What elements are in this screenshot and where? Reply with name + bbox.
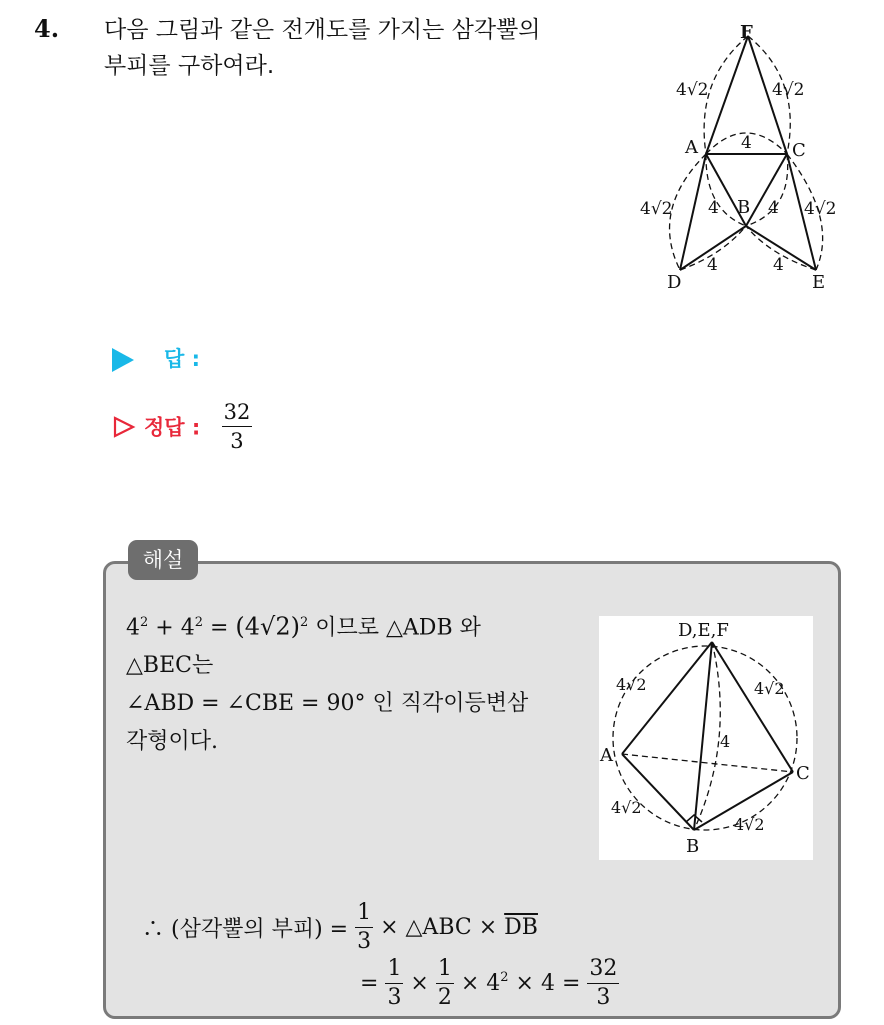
question-line-2: 부피를 구하여라.: [104, 53, 275, 79]
edge-top-c: [712, 642, 793, 772]
answer-label: 답 :: [164, 347, 200, 371]
label-c: C: [792, 140, 806, 161]
edge-label-top-a: 4√2: [616, 675, 647, 694]
edge-label-eb: 4: [773, 255, 784, 275]
answer-row: [112, 343, 200, 373]
sol-text: (4√2): [235, 612, 300, 641]
sol-text: 4: [126, 615, 140, 641]
solution-tag: 해설: [128, 540, 198, 580]
solution-line-2: △BEC는: [126, 653, 214, 679]
fraction-one-half: [436, 955, 454, 1012]
edge-label-af: 4√2: [676, 80, 709, 100]
outline-arrow-icon: [112, 415, 136, 439]
sol-sup: 2: [194, 615, 203, 630]
frac-num: 1: [385, 955, 403, 984]
frac-den: 2: [437, 985, 452, 1010]
correct-denominator: 3: [230, 429, 244, 453]
edge-ad: [680, 154, 706, 270]
label-c2: C: [796, 763, 810, 784]
label-f: F: [740, 22, 753, 43]
label-b2: B: [686, 836, 700, 857]
tetrahedron-figure: [599, 616, 813, 860]
formula-sup: 2: [500, 970, 509, 986]
label-b: B: [737, 197, 751, 218]
label-e: E: [812, 272, 826, 293]
sol-sup: 2: [299, 615, 309, 630]
frac-den: 3: [596, 985, 611, 1010]
sol-sup: 2: [140, 615, 149, 630]
edge-label-b-c: 4√2: [734, 815, 765, 834]
edge-label-db: 4: [707, 255, 718, 275]
sol-text: + 4: [148, 615, 195, 641]
edge-label-cf: 4√2: [772, 80, 805, 100]
edge-a-b: [622, 754, 694, 830]
question-line-1: 다음 그림과 같은 전개도를 가지는 삼각뿔의: [104, 17, 541, 43]
formula-text: × 4 =: [508, 971, 588, 996]
frac-den: 3: [357, 929, 372, 954]
formula-text: =: [360, 971, 386, 996]
sol-text: 이므로 △ADB 와: [308, 615, 481, 641]
dash-edge-ac: [622, 754, 793, 772]
formula-text: ×: [403, 971, 436, 996]
question-number: 4.: [34, 14, 60, 43]
correct-numerator: 32: [222, 398, 253, 427]
label-a: A: [685, 137, 698, 158]
edge-label-ab: 4: [708, 198, 719, 218]
frac-num: 1: [436, 955, 454, 984]
edge-label-ce: 4√2: [804, 199, 837, 219]
solution-line-3: ∠ABD = ∠CBE = 90° 인 직각이등변삼: [126, 691, 529, 717]
edge-label-top-b: 4: [720, 732, 731, 751]
net-figure: [636, 18, 858, 300]
volume-formula-line-2: [346, 930, 619, 1012]
edge-label-top-c: 4√2: [754, 679, 785, 698]
frac-num: 32: [587, 955, 619, 984]
edge-label-a-b: 4√2: [611, 798, 642, 817]
solution-line-1: [126, 604, 586, 647]
edge-label-ad: 4√2: [640, 199, 673, 219]
dash-arc-top-b: [694, 642, 720, 830]
dash-arc-ad: [670, 154, 706, 270]
edge-label-cb: 4: [768, 198, 779, 218]
formula-text: ∴ (삼각뿔의 부피) =: [142, 917, 356, 942]
label-def: D,E,F: [678, 620, 729, 641]
fraction-one-third: [385, 955, 403, 1012]
correct-fraction: [222, 398, 253, 455]
fraction-result: [587, 955, 619, 1012]
solution-line-4: 각형이다.: [126, 729, 219, 755]
edge-label-ac: 4: [741, 133, 752, 153]
label-a2: A: [600, 745, 613, 766]
correct-answer-row: [112, 398, 252, 455]
frac-num: 1: [355, 899, 373, 928]
solution-text: [126, 604, 586, 761]
correct-label: 정답 :: [144, 415, 201, 440]
label-d: D: [667, 272, 682, 293]
sol-text: =: [202, 615, 236, 641]
play-arrow-icon: [112, 348, 134, 372]
question-text: [104, 12, 624, 84]
formula-text: × △ABC ×: [373, 915, 505, 940]
edge-top-b: [694, 642, 712, 830]
edge-cb: [746, 154, 787, 226]
edge-top-a: [622, 642, 712, 754]
formula-text: × 4: [453, 971, 501, 996]
frac-den: 3: [387, 985, 402, 1010]
segment-db: $\overline{DB}$: [504, 915, 538, 940]
